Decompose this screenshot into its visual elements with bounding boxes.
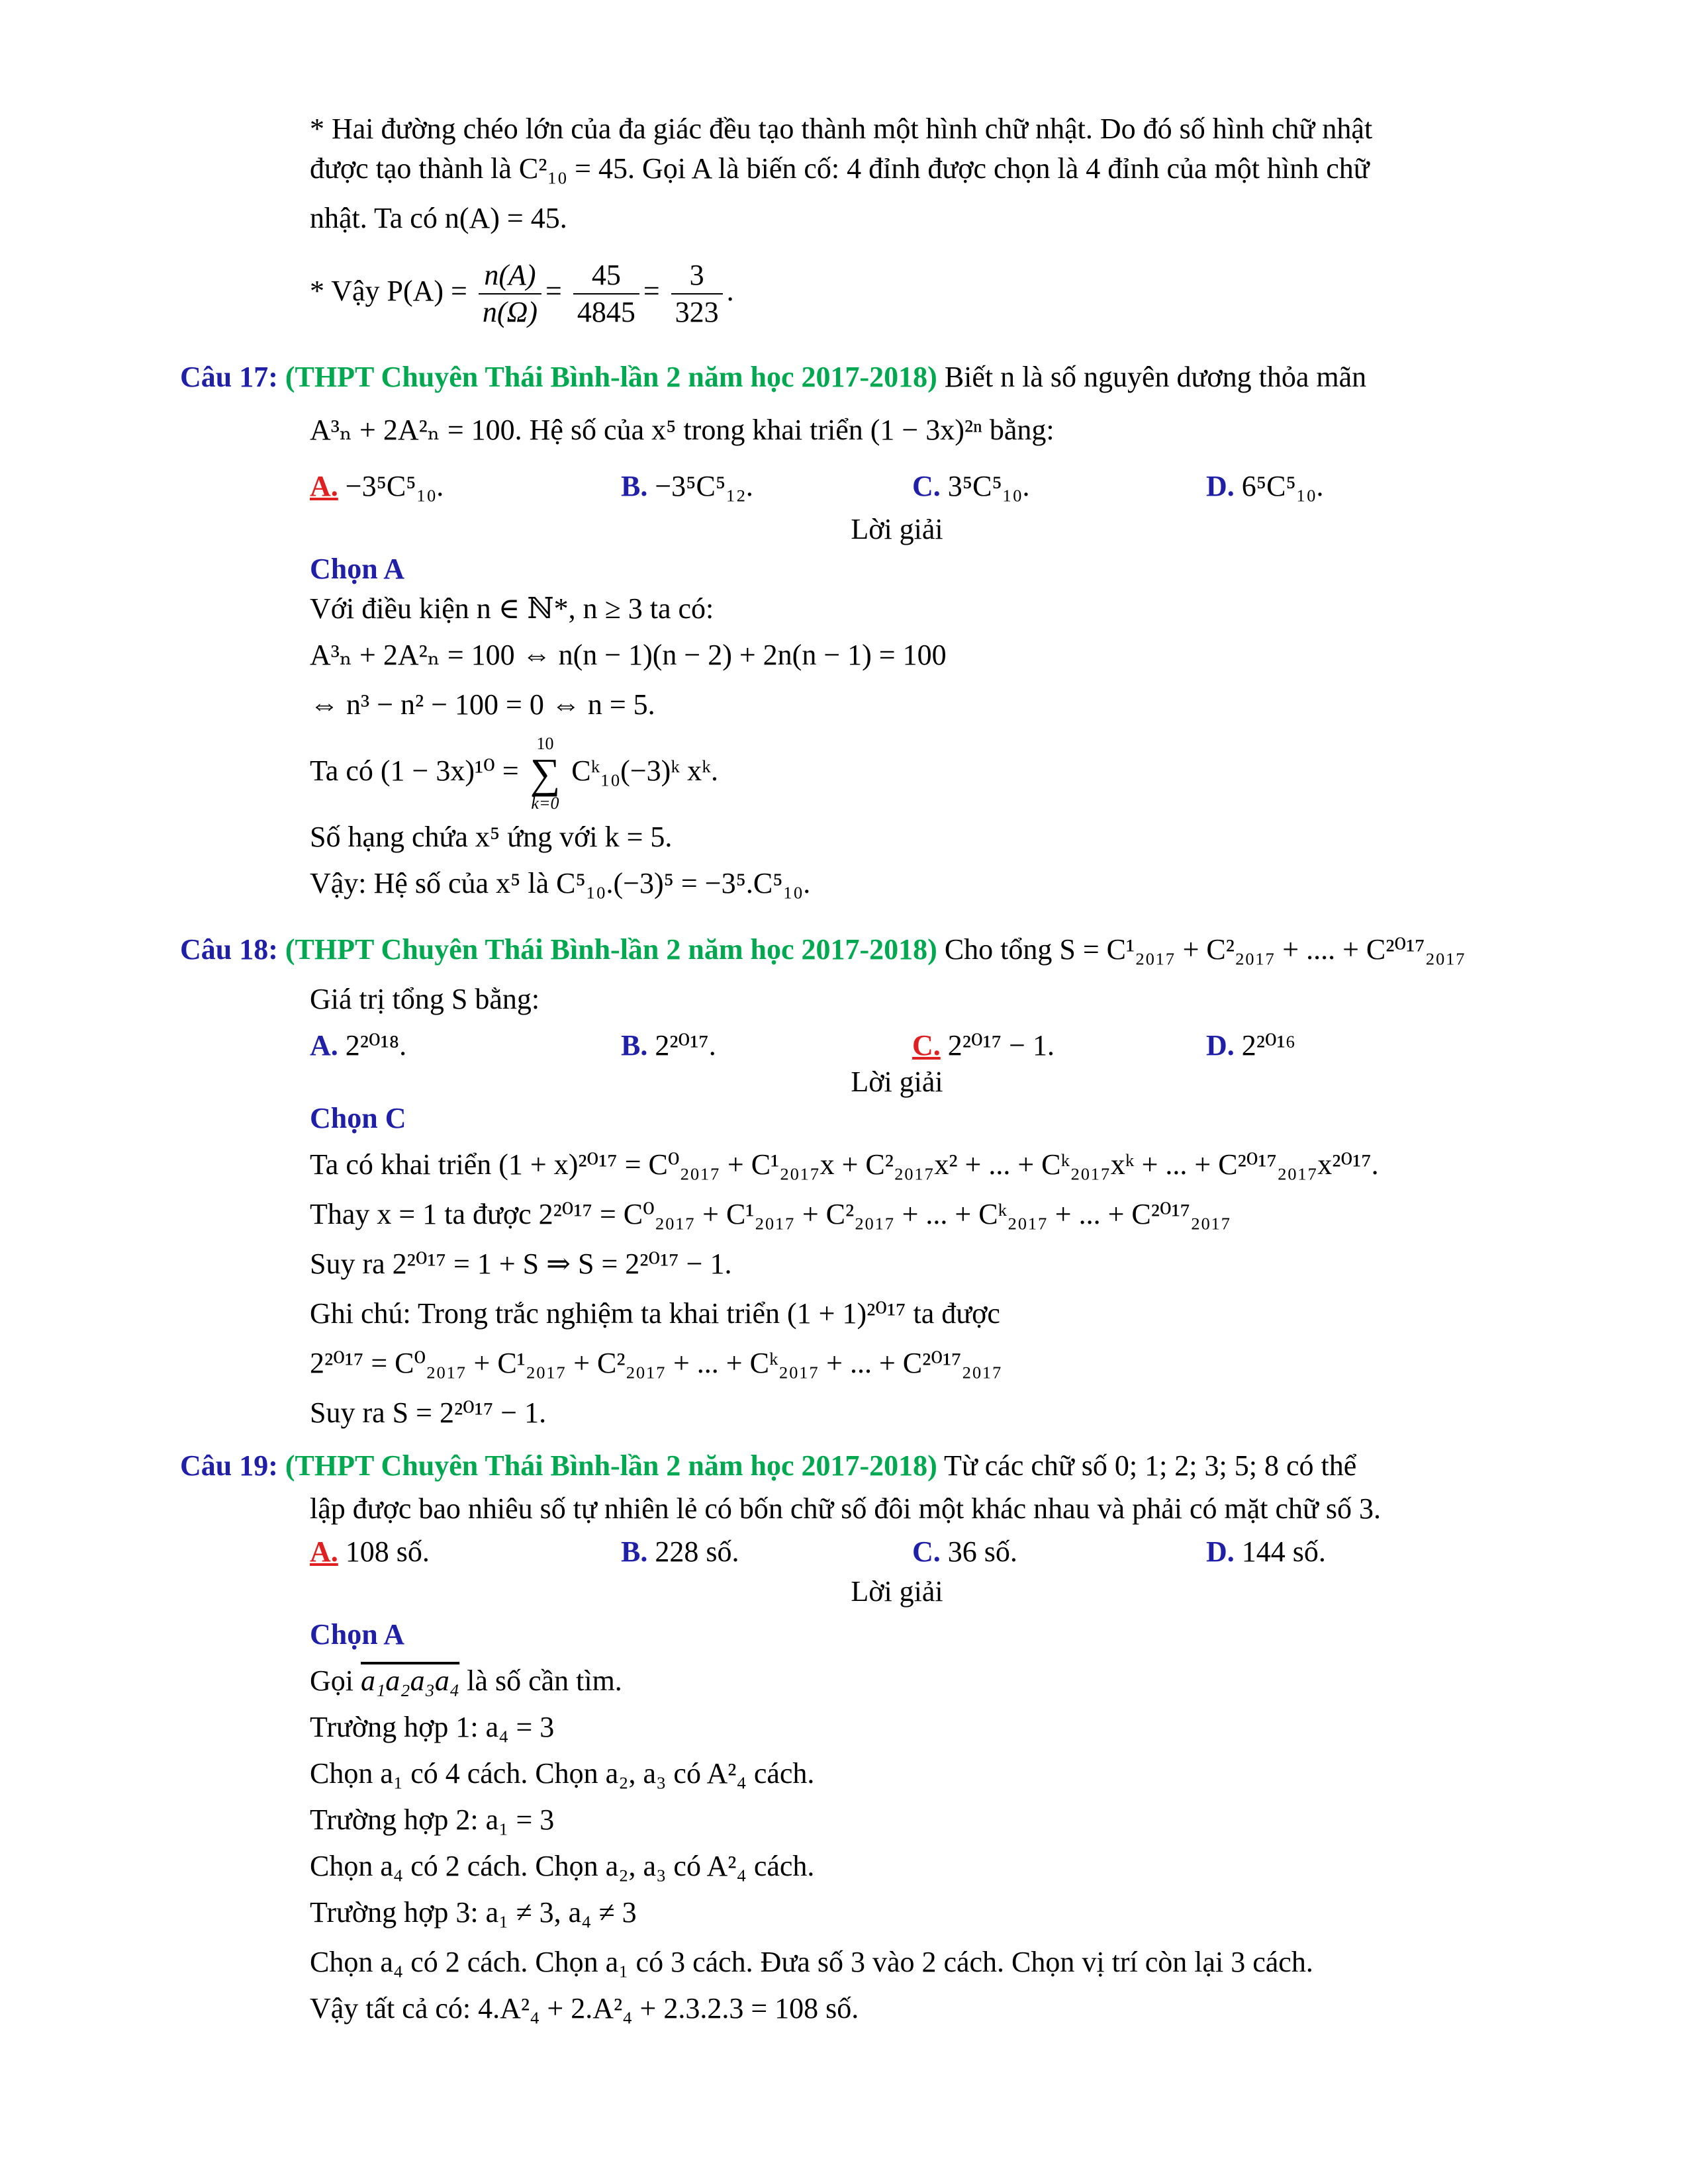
question-19-solution-6: Trường hợp 3: a₁ ≠ 3, a₄ ≠ 3 <box>310 1896 637 1929</box>
question-19-solution-8: Vậy tất cả có: 4.A²₄ + 2.A²₄ + 2.3.2.3 = 108 số. <box>310 1992 859 2025</box>
question-18-label: Câu 18: <box>180 933 278 966</box>
intro-line-3: nhật. Ta có n(A) = 45. <box>310 202 567 234</box>
question-18-option-d[interactable]: D. 2²⁰¹⁶ <box>1206 1029 1296 1062</box>
question-17-solution-6: Vậy: Hệ số của x⁵ là C⁵₁₀.(−3)⁵ = −3⁵.C⁵₁₀. <box>310 867 811 899</box>
question-17-text-1: Biết n là số nguyên dương thỏa mãn <box>944 361 1367 393</box>
question-19-option-c[interactable]: C. 36 số. <box>912 1535 1017 1568</box>
question-17-header <box>180 357 1366 397</box>
fraction-45-4845: $\frac{45}{4845}$ <box>573 257 639 330</box>
question-18-solution-3: Suy ra 2²⁰¹⁷ = 1 + S ⇒ S = 2²⁰¹⁷ − 1. <box>310 1248 732 1280</box>
question-17-answer: Chọn A <box>310 553 405 585</box>
question-18-answer: Chọn C <box>310 1102 406 1134</box>
question-19-label: Câu 19: <box>180 1449 278 1482</box>
question-18-solution-6: Suy ra S = 2²⁰¹⁷ − 1. <box>310 1396 547 1429</box>
summation-symbol: 10 ∑ k=0 <box>530 733 561 813</box>
question-19-option-d[interactable]: D. 144 số. <box>1206 1535 1326 1568</box>
question-17-solution-3: ⇔ n³ − n² − 100 = 0 ⇔ n = 5. <box>310 688 655 721</box>
question-18-header <box>180 930 1466 970</box>
question-19-text-2: lập được bao nhiêu số tự nhiên lẻ có bốn chữ số đôi một khác nhau và phải có mặt chữ số 3. <box>310 1492 1381 1525</box>
question-19-solution-2: Trường hợp 1: a₄ = 3 <box>310 1711 555 1743</box>
question-17-solution-heading: Lời giải <box>851 513 943 545</box>
question-17-solution-5: Số hạng chứa x⁵ ứng với k = 5. <box>310 821 673 853</box>
question-19-solution-7: Chọn a₄ có 2 cách. Chọn a₁ có 3 cách. Đưa số 3 vào 2 cách. Chọn vị trí còn lại 3 cách. <box>310 1946 1313 1978</box>
question-17-source: (THPT Chuyên Thái Bình-lần 2 năm học 2017-2018) <box>285 361 937 393</box>
question-17-solution-2: A³ₙ + 2A²ₙ = 100 ⇔ n(n − 1)(n − 2) + 2n(n − 1) = 100 <box>310 639 947 671</box>
intro-probability-prefix: * Vậy P(A) = <box>310 275 467 307</box>
question-19-solution-5: Chọn a₄ có 2 cách. Chọn a₂, a₃ có A²₄ cách. <box>310 1850 815 1882</box>
question-18-text-1: Cho tổng S = C¹₂₀₁₇ + C²₂₀₁₇ + .... + C²⁰¹⁷₂₀₁₇ <box>944 933 1466 966</box>
question-18-solution-1: Ta có khai triển (1 + x)²⁰¹⁷ = C⁰₂₀₁₇ + C¹₂₀₁₇x + C²₂₀₁₇x² + ... + Cᵏ₂₀₁₇xᵏ + ... + C²⁰¹⁷₂₀₁₇x²⁰¹⁷. <box>310 1148 1379 1181</box>
question-17-text-2: A³ₙ + 2A²ₙ = 100. Hệ số của x⁵ trong khai triển (1 − 3x)²ⁿ bằng: <box>310 414 1055 446</box>
question-17-option-b[interactable]: B. −3⁵C⁵₁₂. <box>621 470 753 502</box>
question-19-option-a[interactable]: A. 108 số. <box>310 1535 430 1568</box>
question-19-header <box>180 1446 1356 1486</box>
intro-line-2: được tạo thành là C²₁₀ = 45. Gọi A là biến cố: 4 đỉnh được chọn là 4 đỉnh của một hình chữ <box>310 152 1370 185</box>
question-18-option-b[interactable]: B. 2²⁰¹⁷. <box>621 1029 716 1062</box>
question-19-answer: Chọn A <box>310 1618 405 1651</box>
question-18-solution-heading: Lời giải <box>851 1066 943 1098</box>
fraction-nA-nOmega: $\frac{n(A)}{n(\Omega)}$ <box>479 257 541 330</box>
question-17-option-d[interactable]: D. 6⁵C⁵₁₀. <box>1206 470 1324 502</box>
question-17-solution-1: Với điều kiện n ∈ ℕ*, n ≥ 3 ta có: <box>310 592 714 625</box>
question-17-option-a[interactable]: A. −3⁵C⁵₁₀. <box>310 470 444 502</box>
question-17-option-c[interactable]: C. 3⁵C⁵₁₀. <box>912 470 1030 502</box>
question-18-solution-5: 2²⁰¹⁷ = C⁰₂₀₁₇ + C¹₂₀₁₇ + C²₂₀₁₇ + ... + Cᵏ₂₀₁₇ + ... + C²⁰¹⁷₂₀₁₇ <box>310 1347 1002 1379</box>
question-18-solution-2: Thay x = 1 ta được 2²⁰¹⁷ = C⁰₂₀₁₇ + C¹₂₀₁₇ + C²₂₀₁₇ + ... + Cᵏ₂₀₁₇ + ... + C²⁰¹⁷₂₀₁₇ <box>310 1198 1231 1230</box>
question-18-solution-4: Ghi chú: Trong trắc nghiệm ta khai triển (1 + 1)²⁰¹⁷ ta được <box>310 1297 1000 1330</box>
question-19-source: (THPT Chuyên Thái Bình-lần 2 năm học 2017-2018) <box>285 1449 937 1482</box>
question-18-option-a[interactable]: A. 2²⁰¹⁸. <box>310 1029 407 1062</box>
question-19-text-1: Từ các chữ số 0; 1; 2; 3; 5; 8 có thể <box>944 1449 1357 1482</box>
question-19-solution-heading: Lời giải <box>851 1575 943 1608</box>
question-17-solution-4: Ta có (1 − 3x)¹⁰ = 10 ∑ k=0 Cᵏ₁₀(−3)ᵏ xᵏ. <box>310 733 719 813</box>
intro-line-1: * Hai đường chéo lớn của đa giác đều tạo thành một hình chữ nhật. Do đó số hình chữ nhật <box>310 113 1373 145</box>
question-18-source: (THPT Chuyên Thái Bình-lần 2 năm học 2017-2018) <box>285 933 937 966</box>
number-overline: a₁a₂a₃a₄ <box>361 1664 460 1697</box>
question-19-solution-1: Gọi a₁a₂a₃a₄ là số cần tìm. <box>310 1664 622 1697</box>
question-17-label: Câu 17: <box>180 361 278 393</box>
intro-probability-line: * Vậy P(A) = $\frac{n(A)}{n(\Omega)}$ = $\frac{45}{4845}$ = $\frac{3}{323}$ . <box>310 251 734 331</box>
question-19-solution-4: Trường hợp 2: a₁ = 3 <box>310 1803 555 1836</box>
question-18-option-c[interactable]: C. 2²⁰¹⁷ − 1. <box>912 1029 1055 1062</box>
fraction-3-323: $\frac{3}{323}$ <box>671 257 723 330</box>
question-19-option-b[interactable]: B. 228 số. <box>621 1535 739 1568</box>
question-19-solution-3: Chọn a₁ có 4 cách. Chọn a₂, a₃ có A²₄ cách. <box>310 1757 815 1790</box>
question-18-text-2: Giá trị tổng S bằng: <box>310 983 540 1015</box>
